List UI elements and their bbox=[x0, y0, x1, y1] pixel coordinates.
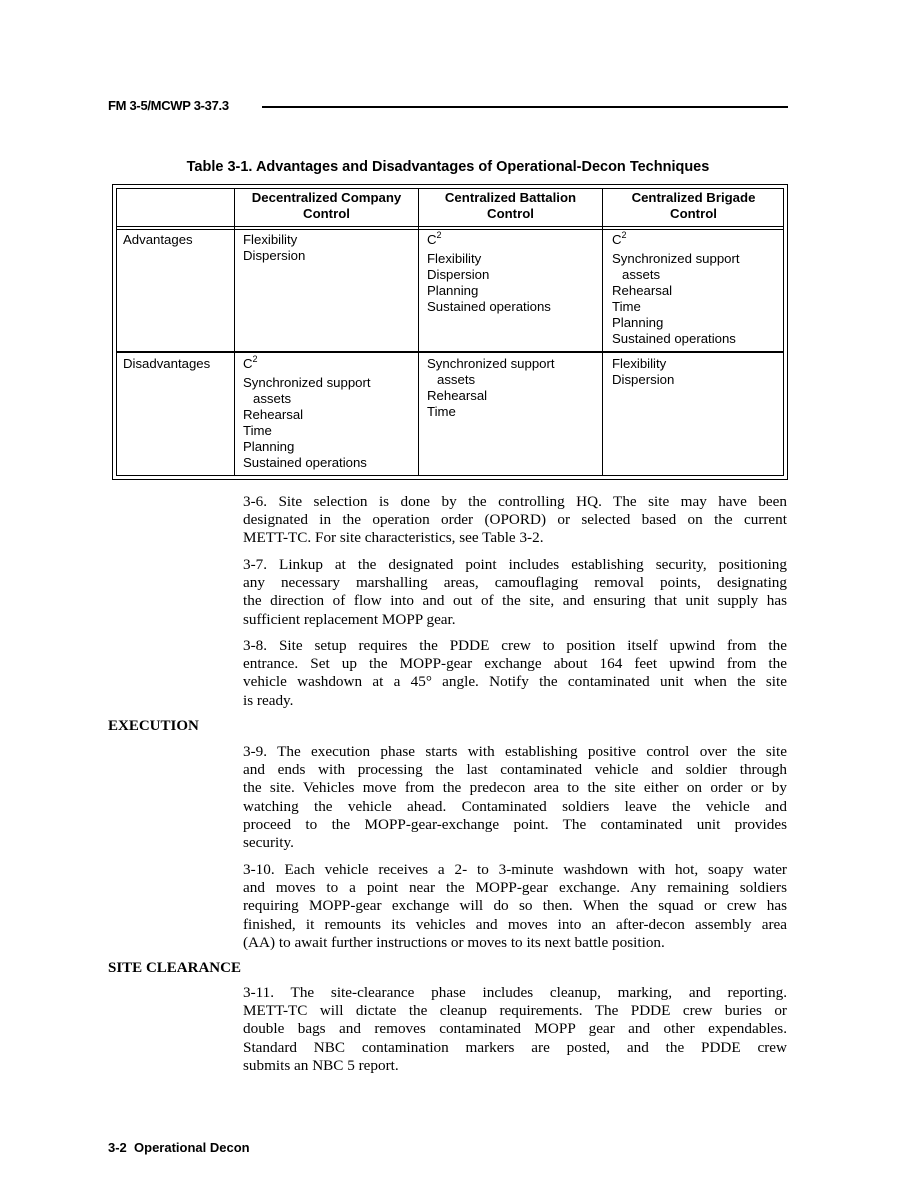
col-header-brigade: Centralized Brigade Control bbox=[631, 190, 756, 221]
header-rule bbox=[262, 106, 788, 108]
table-header-rule-double bbox=[116, 229, 784, 230]
cell-disadvantages-battalion: Synchronized support assets Rehearsal Time bbox=[427, 356, 555, 419]
table-divider-col3 bbox=[602, 188, 603, 476]
cell-advantages-brigade: $C^2$ Synchronized support assets Rehearsal Time Planning Sustained operations bbox=[612, 230, 740, 346]
paragraph-3-9: 3-9. The execution phase starts with establishing positive control over the site and ends with processing the last contaminated vehicle and soldier through the site. Vehicles move from the predecon area to the site either on order or by watching the vehicle ahead. Contaminated soldiers leave the vehicle and proceed to the MOPP-gear-exchange point. The contaminated unit provides security. bbox=[243, 743, 787, 852]
col-header-battalion: Centralized Battalion Control bbox=[444, 190, 577, 221]
section-heading-site-clearance: SITE CLEARANCE bbox=[108, 960, 241, 976]
page-footer: 3-2 Operational Decon bbox=[108, 1140, 250, 1155]
paragraph-3-7: 3-7. Linkup at the designated point includes establishing security, positioning any necessary marshalling areas, camouflaging removal points, designating the direction of flow into and out of the site, and ensuring that unit supply has sufficient replacement MOPP gear. bbox=[243, 556, 787, 628]
paragraph-3-6: 3-6. Site selection is done by the controlling HQ. The site may have been designated in the operation order (OPORD) or selected based on the current METT-TC. For site characteristics, see Table 3-2. bbox=[243, 493, 787, 547]
table-row-rule bbox=[116, 351, 784, 353]
paragraph-3-10: 3-10. Each vehicle receives a 2- to 3-minute washdown with hot, soapy water and moves to a point near the MOPP-gear exchange. Any remaining soldiers requiring MOPP-gear exchange will do so then. When the squad or crew has finished, it remounts its vehicles and moves into an after-decon assembly area (AA) to await further instructions or moves to its next battle position. bbox=[243, 861, 787, 951]
section-heading-execution: EXECUTION bbox=[108, 718, 199, 734]
cell-disadvantages-brigade: Flexibility Dispersion bbox=[612, 356, 675, 387]
running-header: FM 3-5/MCWP 3-37.3 bbox=[108, 98, 229, 113]
paragraph-3-11: 3-11. The site-clearance phase includes cleanup, marking, and reporting. METT-TC will dictate the cleanup requirements. The PDDE crew buries or double bags and removes contaminated MOPP gear and other expendables. Standard NBC contamination markers are posted, and the PDDE crew submits an NBC 5 report. bbox=[243, 984, 787, 1074]
cell-disadvantages-company: $C^2$ Synchronized support assets Rehearsal Time Planning Sustained operations bbox=[243, 354, 371, 470]
table-divider-col1 bbox=[234, 188, 235, 476]
row-label-disadvantages: Disadvantages bbox=[123, 356, 211, 371]
table-divider-col2 bbox=[418, 188, 419, 476]
table-title: Table 3-1. Advantages and Disadvantages of Operational-Decon Techniques bbox=[186, 159, 710, 175]
cell-advantages-company: Flexibility Dispersion bbox=[243, 232, 306, 263]
table-header-rule bbox=[116, 226, 784, 227]
paragraph-3-8: 3-8. Site setup requires the PDDE crew to position itself upwind from the entrance. Set up the MOPP-gear exchange about 164 feet upwind from the vehicle washdown at a 45° angle. Notify the contaminated unit when the site is ready. bbox=[243, 637, 787, 709]
cell-advantages-battalion: $C^2$ Flexibility Dispersion Planning Sustained operations bbox=[427, 230, 551, 314]
col-header-company: Decentralized Company Control bbox=[251, 190, 402, 221]
row-label-advantages: Advantages bbox=[123, 232, 193, 247]
